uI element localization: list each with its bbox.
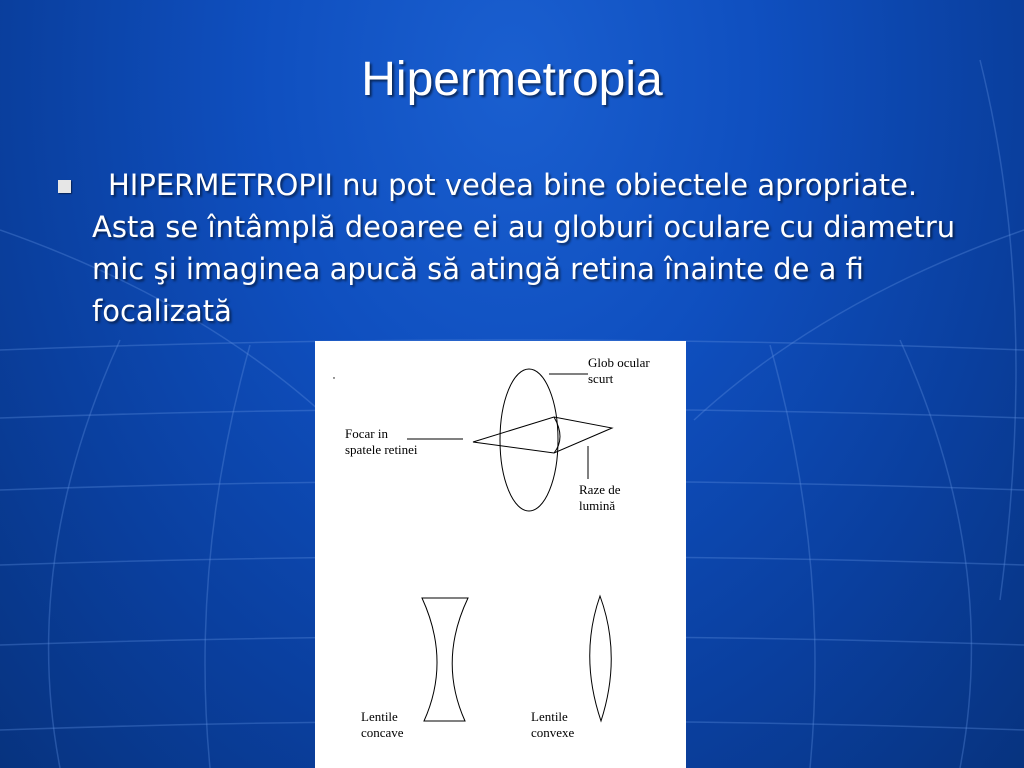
bullet-marker — [58, 180, 71, 193]
eyeball-shape — [500, 369, 558, 511]
slide-title: Hipermetropia — [361, 53, 663, 106]
glob-ocular-label: Glob ocular scurt — [588, 355, 650, 386]
convex-lens-shape — [590, 596, 612, 721]
raze-lumina-label: Raze de lumină — [579, 482, 621, 513]
light-rays — [473, 417, 612, 453]
eye-diagram-figure — [315, 341, 686, 768]
lentile-convexe-label: Lentile convexe — [531, 709, 575, 740]
lentile-concave-label: Lentile concave — [361, 709, 404, 740]
concave-lens-shape — [422, 598, 468, 721]
bullet-text: HIPERMETROPII nu pot vedea bine obiectele apropriate. Asta se întâmplă deoaree ei au globuri oculare cu diametru mic şi imaginea apucă să atingă retina înainte de a fi focalizată — [92, 168, 956, 328]
eye-lens-shape — [554, 417, 560, 453]
focar-label: Focar in spatele retinei — [345, 426, 418, 457]
